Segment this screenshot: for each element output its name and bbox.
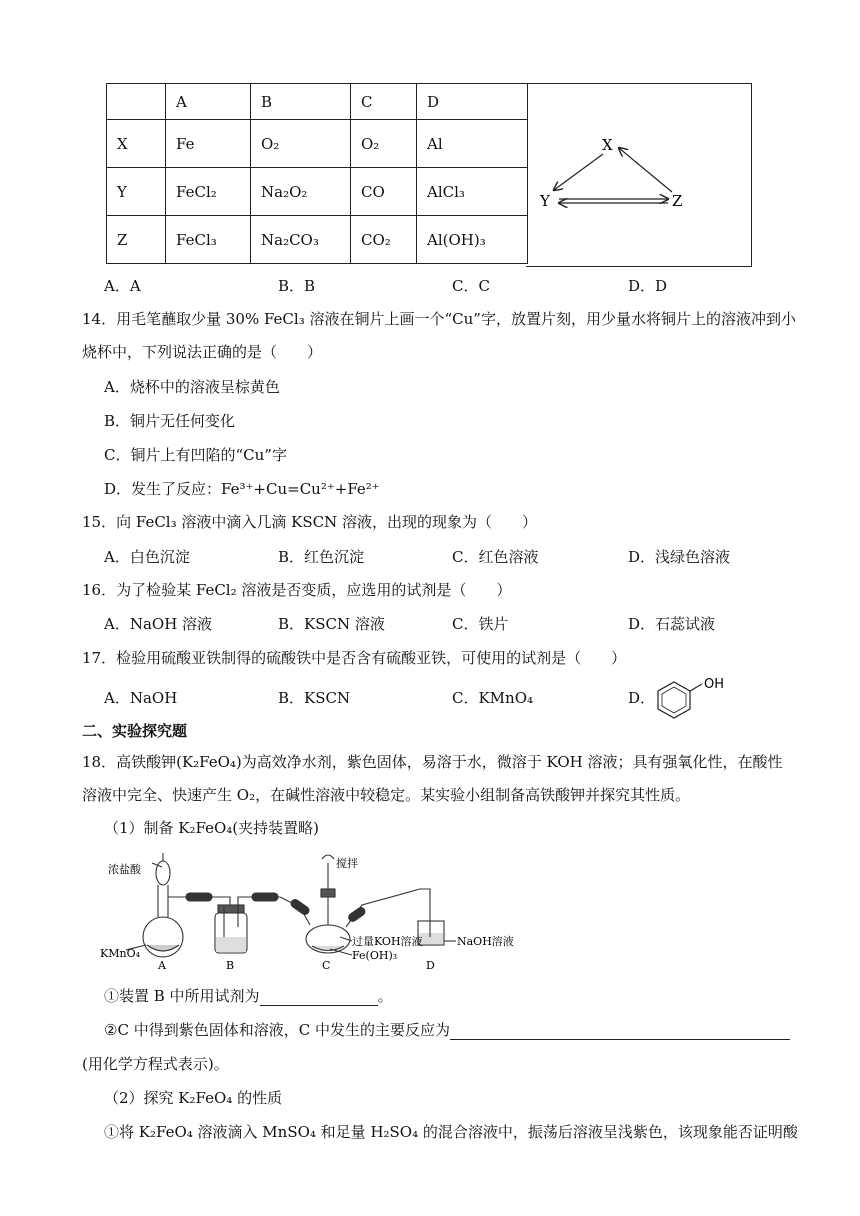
q18-stem-line1: 18．高铁酸钾(K₂FeO₄)为高效净水剂，紫色固体，易溶于水，微溶于 KOH 溶液；具有强氧化性，在酸性 <box>82 753 783 771</box>
table-header-cell: D <box>417 84 528 120</box>
option-b[interactable]: B．B <box>278 277 316 295</box>
q15-stem: 15．向 FeCl₃ 溶液中滴入几滴 KSCN 溶液，出现的现象为（ ） <box>82 513 537 531</box>
option-d[interactable]: D． <box>628 689 656 707</box>
node-x: X <box>602 136 613 154</box>
q13-table <box>106 83 528 264</box>
phenol-structure-icon <box>652 674 732 722</box>
apparatus-diagram <box>100 845 520 973</box>
q18-stem-line2: 溶液中完全、快速产生 O₂，在碱性溶液中较稳定。某实验小组制备高铁酸钾并探究其性质。 <box>82 786 691 804</box>
label-feoh3: Fe(OH)₃ <box>352 949 398 962</box>
table-cell: FeCl₃ <box>166 216 251 264</box>
table-cell: AlCl₃ <box>417 168 528 216</box>
xyz-triangle-diagram <box>526 84 751 266</box>
table-header-row <box>107 84 528 120</box>
label-kmno4: KMnO₄ <box>100 947 140 960</box>
arrow-z-to-x <box>619 148 672 192</box>
option-a[interactable]: A．烧杯中的溶液呈棕黄色 <box>104 378 280 396</box>
q18-sub3: ①将 K₂FeO₄ 溶液滴入 MnSO₄ 和足量 H₂SO₄ 的混合溶液中，振荡后溶液呈浅紫色，该现象能否证明酸 <box>104 1123 798 1141</box>
label-koh: 过量KOH溶液 <box>352 935 423 948</box>
label-naoh: NaOH溶液 <box>457 935 514 948</box>
q14-stem-line1: 14．用毛笔蘸取少量 30% FeCl₃ 溶液在铜片上画一个“Cu”字，放置片刻，用少量水将铜片上的溶液冲到小 <box>82 310 796 328</box>
table-cell: Na₂O₂ <box>251 168 351 216</box>
q18-sub1 <box>104 985 393 1006</box>
option-b[interactable]: B．铜片无任何变化 <box>104 412 236 430</box>
label-b: B <box>226 959 235 972</box>
answer-blank-1[interactable] <box>260 987 378 1006</box>
q18-sub2 <box>104 1019 790 1040</box>
label-conc-hcl: 浓盐酸 <box>108 863 141 876</box>
q16-stem: 16．为了检验某 FeCl₂ 溶液是否变质，应选用的试剂是（ ） <box>82 581 512 599</box>
table-cell: O₂ <box>251 120 351 168</box>
table-cell: O₂ <box>351 120 417 168</box>
option-a[interactable]: A．NaOH 溶液 <box>104 615 213 633</box>
label-stir: 搅拌 <box>336 857 358 870</box>
q18-sub1-end: 。 <box>377 987 393 1005</box>
table-cell: FeCl₂ <box>166 168 251 216</box>
option-c[interactable]: C．KMnO₄ <box>452 689 534 707</box>
phenol-oh-label: OH <box>704 677 725 692</box>
q18-sub2-text: ②C 中得到紫色固体和溶液，C 中发生的主要反应为 <box>104 1021 450 1039</box>
option-c[interactable]: C．红色溶液 <box>452 548 539 566</box>
label-a: A <box>158 959 166 972</box>
q18-part1-title: （1）制备 K₂FeO₄(夹持装置略) <box>104 819 320 837</box>
table-cell: Na₂CO₃ <box>251 216 351 264</box>
node-z: Z <box>672 192 683 210</box>
option-d[interactable]: D．石蕊试液 <box>628 615 716 633</box>
q18-sub1-text: ①装置 B 中所用试剂为 <box>104 987 260 1005</box>
table-cell: Fe <box>166 120 251 168</box>
q14-stem-line2: 烧杯中，下列说法正确的是（ ） <box>82 343 323 361</box>
node-y: Y <box>540 192 550 210</box>
row-label: X <box>107 120 166 168</box>
q17-stem: 17．检验用硫酸亚铁制得的硫酸铁中是否含有硫酸亚铁，可使用的试剂是（ ） <box>82 649 627 667</box>
option-c[interactable]: C．铜片上有凹陷的“Cu”字 <box>104 446 287 464</box>
arrow-x-to-y <box>554 154 603 190</box>
label-d: D <box>426 959 435 972</box>
table-row <box>107 168 528 216</box>
table-row <box>107 120 528 168</box>
option-a[interactable]: A．白色沉淀 <box>104 548 190 566</box>
table-header-cell: B <box>251 84 351 120</box>
option-b[interactable]: B．红色沉淀 <box>278 548 365 566</box>
option-a[interactable]: A．A <box>104 277 141 295</box>
section-title: 二、实验探究题 <box>82 722 188 740</box>
q18-sub2-cont: (用化学方程式表示)。 <box>82 1055 229 1073</box>
table-header-cell <box>107 84 166 120</box>
answer-blank-2[interactable] <box>450 1021 790 1040</box>
table-cell: CO₂ <box>351 216 417 264</box>
table-cell: CO <box>351 168 417 216</box>
table-header-cell: A <box>166 84 251 120</box>
table-cell: Al(OH)₃ <box>417 216 528 264</box>
table-row <box>107 216 528 264</box>
label-c: C <box>322 959 331 972</box>
option-c[interactable]: C．C <box>452 277 490 295</box>
row-label: Z <box>107 216 166 264</box>
q18-part2-title: （2）探究 K₂FeO₄ 的性质 <box>104 1089 283 1107</box>
table-cell: Al <box>417 120 528 168</box>
option-b[interactable]: B．KSCN 溶液 <box>278 615 385 633</box>
option-c[interactable]: C．铁片 <box>452 615 509 633</box>
option-a[interactable]: A．NaOH <box>104 689 178 707</box>
option-d[interactable]: D．浅绿色溶液 <box>628 548 731 566</box>
option-d[interactable]: D．D <box>628 277 668 295</box>
option-d[interactable]: D．发生了反应：Fe³⁺+Cu=Cu²⁺+Fe²⁺ <box>104 480 380 498</box>
xyz-diagram-cell <box>526 83 752 267</box>
option-b[interactable]: B．KSCN <box>278 689 351 707</box>
row-label: Y <box>107 168 166 216</box>
table-header-cell: C <box>351 84 417 120</box>
